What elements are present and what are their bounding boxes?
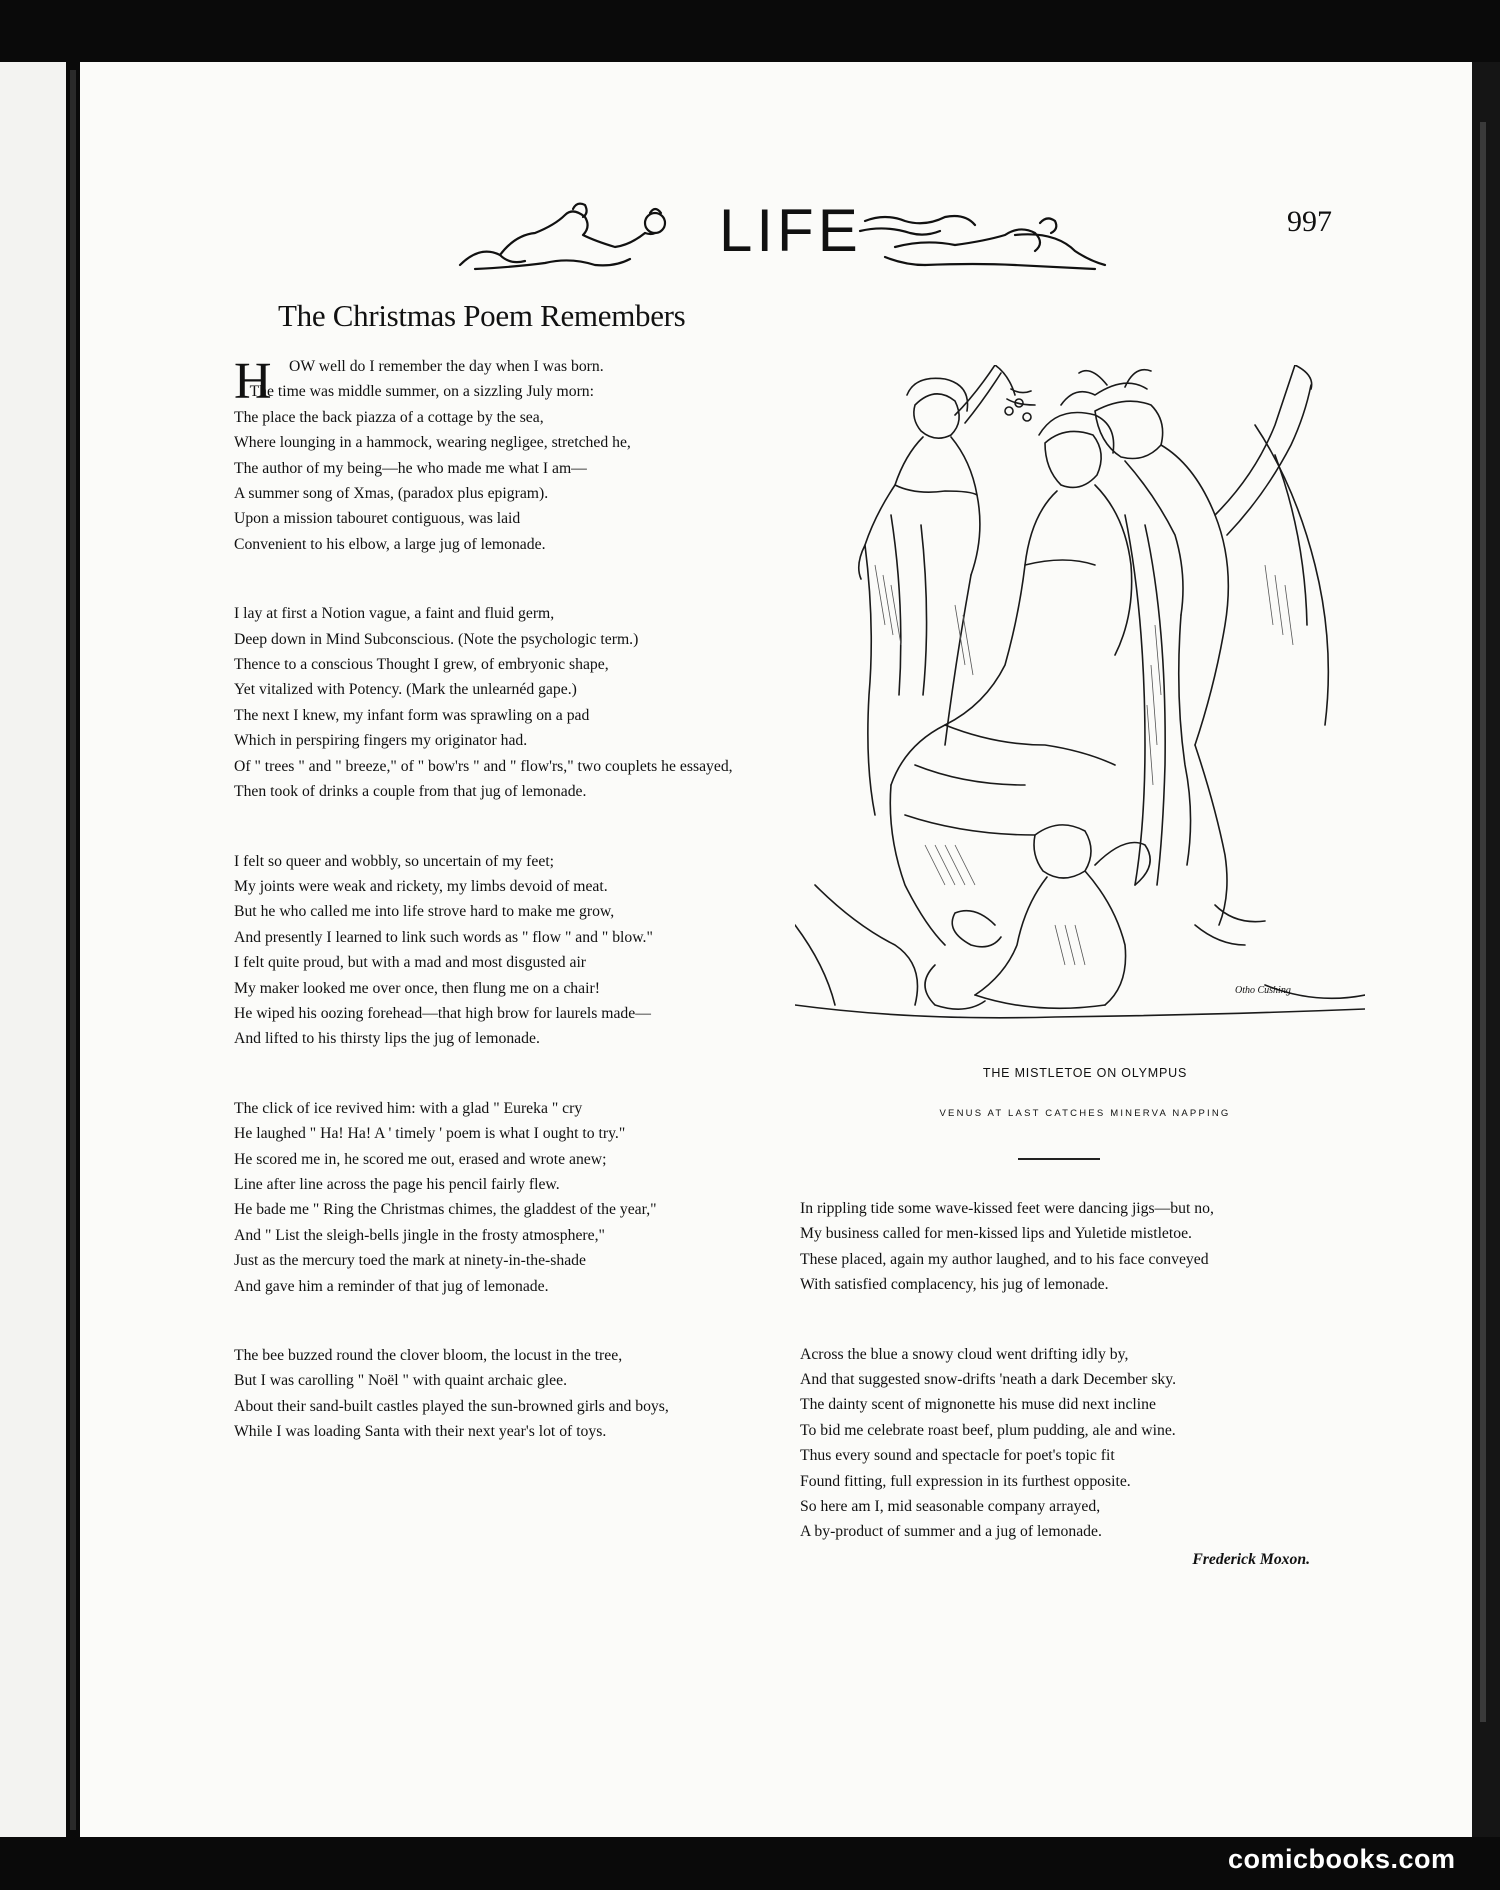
poem-line: The next I knew, my infant form was sprawling on a pad	[234, 706, 590, 724]
poem-line: The click of ice revived him: with a glad " Eureka " cry	[234, 1099, 583, 1117]
drop-cap: H	[234, 353, 272, 410]
mistletoe-illustration	[795, 365, 1365, 1025]
poem-line: And lifted to his thirsty lips the jug of lemonade.	[234, 1030, 540, 1048]
poem-line: But I was carolling " Noël " with quaint archaic glee.	[234, 1372, 567, 1390]
poem-line: And " List the sleigh-bells jingle in the frosty atmosphere,"	[234, 1226, 605, 1244]
page-number: 997	[1287, 205, 1332, 238]
poem-line: A by-product of summer and a jug of lemonade.	[800, 1523, 1102, 1541]
poem-line: He bade me " Ring the Christmas chimes, the gladdest of the year,"	[234, 1201, 657, 1219]
stanza	[234, 1096, 754, 1299]
poem-line: I lay at first a Notion vague, a faint and fluid germ,	[234, 605, 555, 623]
masthead	[455, 195, 1115, 275]
poem-line: My maker looked me over once, then flung me on a chair!	[234, 979, 600, 997]
poem-line: Thus every sound and spectacle for poet's topic fit	[800, 1447, 1115, 1465]
artist-signature: Otho Cushing	[1235, 985, 1291, 996]
poem-line: So here am I, mid seasonable company arrayed,	[800, 1498, 1101, 1516]
author-signature: Frederick Moxon.	[1192, 1550, 1310, 1568]
binding-edge	[1472, 62, 1500, 1837]
stanza	[800, 1342, 1322, 1545]
poem-line: Thence to a conscious Thought I grew, of embryonic shape,	[234, 656, 609, 674]
poem-line: Across the blue a snowy cloud went drifting idly by,	[800, 1345, 1129, 1363]
illustration-caption: THE MISTLETOE ON OLYMPUS	[982, 1066, 1188, 1080]
poem-line: And presently I learned to link such words as " flow " and " blow."	[234, 928, 653, 946]
poem-line: My joints were weak and rickety, my limbs devoid of meat.	[234, 877, 608, 895]
stanza	[234, 849, 754, 1052]
poem-title: The Christmas Poem Remembers	[278, 298, 686, 333]
poem-line: Deep down in Mind Subconscious. (Note the psychologic term.)	[234, 630, 639, 648]
poem-line: I felt so queer and wobbly, so uncertain of my feet;	[234, 852, 555, 870]
poem-line: The author of my being—he who made me what I am—	[234, 459, 587, 477]
poem-line: He scored me in, he scored me out, erased and wrote anew;	[234, 1150, 607, 1168]
poem-right-column	[800, 1196, 1322, 1572]
poem-line: These placed, again my author laughed, and to his face conveyed	[800, 1250, 1209, 1268]
poem-line: He laughed " Ha! Ha! A ' timely ' poem is what I ought to try."	[234, 1125, 626, 1143]
poem-line: My business called for men-kissed lips and Yuletide mistletoe.	[800, 1225, 1192, 1243]
poem-line: Which in perspiring fingers my originator had.	[234, 732, 528, 750]
poem-line: In rippling tide some wave-kissed feet were dancing jigs—but no,	[800, 1200, 1214, 1217]
illustration-subcaption: VENUS AT LAST CATCHES MINERVA NAPPING	[939, 1108, 1231, 1119]
poem-line: Of " trees " and " breeze," of " bow'rs " and " flow'rs," two couplets he essayed,	[234, 757, 733, 775]
poem-line: He wiped his oozing forehead—that high brow for laurels made—	[234, 1004, 651, 1022]
poem-line: With satisfied complacency, his jug of lemonade.	[800, 1276, 1109, 1294]
stanza	[234, 1343, 754, 1445]
poem-line: Convenient to his elbow, a large jug of lemonade.	[234, 535, 546, 553]
poem-line: Then took of drinks a couple from that jug of lemonade.	[234, 783, 587, 801]
page-gutter	[70, 70, 76, 1830]
stanza	[234, 354, 754, 557]
poem-line: OW well do I remember the day when I was born.	[289, 358, 604, 375]
poem-line: Line after line across the page his pencil fairly flew.	[234, 1175, 560, 1193]
poem-line: Found fitting, full expression in its furthest opposite.	[800, 1472, 1131, 1490]
poem-line: The dainty scent of mignonette his muse did next incline	[800, 1396, 1156, 1414]
poem-line: Yet vitalized with Potency. (Mark the unlearnéd gape.)	[234, 681, 577, 699]
poem-line: The place the back piazza of a cottage by the sea,	[234, 408, 544, 426]
stanza	[800, 1196, 1322, 1298]
poem-line: Upon a mission tabouret contiguous, was laid	[234, 510, 521, 528]
poem-line: The time was middle summer, on a sizzling July morn:	[249, 383, 594, 401]
poem-line: Just as the mercury toed the mark at ninety-in-the-shade	[234, 1252, 586, 1270]
masthead-title: LIFE	[719, 197, 862, 264]
section-divider	[1018, 1158, 1100, 1160]
poem-line: And gave him a reminder of that jug of lemonade.	[234, 1277, 549, 1295]
watermark: comicbooks.com	[1228, 1844, 1456, 1874]
poem-line: And that suggested snow-drifts 'neath a dark December sky.	[800, 1371, 1177, 1389]
stanza	[234, 601, 754, 804]
poem-line: Where lounging in a hammock, wearing negligee, stretched he,	[234, 434, 631, 452]
facing-page-edge	[0, 62, 66, 1837]
poem-line: The bee buzzed round the clover bloom, the locust in the tree,	[234, 1347, 623, 1364]
poem-left-column	[234, 354, 754, 1445]
poem-line: To bid me celebrate roast beef, plum pudding, ale and wine.	[800, 1421, 1176, 1439]
poem-line: But he who called me into life strove hard to make me grow,	[234, 903, 615, 921]
poem-line: While I was loading Santa with their next year's lot of toys.	[234, 1423, 607, 1441]
poem-line: I felt quite proud, but with a mad and most disgusted air	[234, 954, 587, 972]
poem-line: A summer song of Xmas, (paradox plus epigram).	[234, 485, 549, 503]
poem-line: About their sand-built castles played the sun-browned girls and boys,	[234, 1397, 669, 1415]
